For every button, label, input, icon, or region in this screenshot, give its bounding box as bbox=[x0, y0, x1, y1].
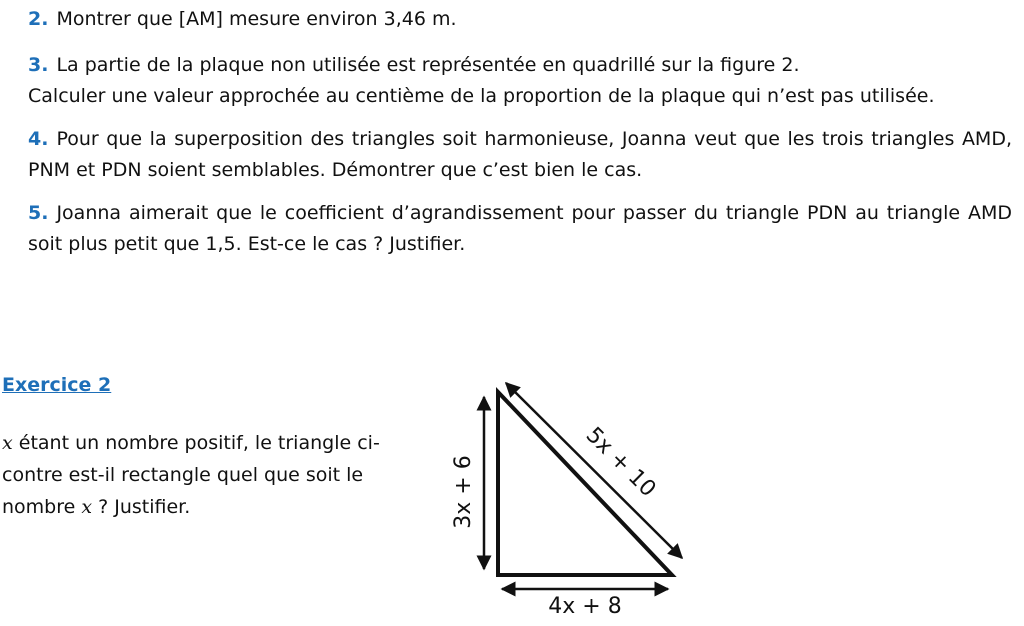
exercise-statement: x étant un nombre positif, le triangle ci-contre est-il rectangle quel que soit le nombre x ? Justifier. bbox=[2, 432, 380, 518]
question-text: La partie de la plaque non utilisée est représentée en quadrillé sur la figure 2. bbox=[56, 54, 800, 76]
question-text: Pour que la superposition des triangles soit harmonieuse, Joanna veut que les trois triangles AMD, PNM et PDN soient semblables. Démontrer que c’est bien le cas. bbox=[28, 128, 1012, 181]
question-3 bbox=[28, 50, 1012, 112]
question-text-line2: Calculer une valeur approchée au centième de la proportion de la plaque qui n’est pas utilisée. bbox=[28, 85, 935, 107]
left-side-label: 3x + 6 bbox=[451, 455, 476, 529]
question-text: Montrer que [AM] mesure environ 3,46 m. bbox=[56, 8, 457, 30]
question-number: 3. bbox=[28, 54, 49, 76]
hypotenuse-dimension-arrow bbox=[506, 383, 682, 558]
question-4 bbox=[28, 124, 1012, 186]
question-number: 5. bbox=[28, 202, 49, 224]
bottom-side-label: 4x + 8 bbox=[548, 594, 622, 619]
exercise-title: Exercice 2 bbox=[2, 374, 112, 396]
variable: x bbox=[81, 496, 93, 518]
question-text: Joanna aimerait que le coefficient d’agrandissement pour passer du triangle PDN au triangle AMD soit plus petit que 1,5. Est-ce le cas ? Justifier. bbox=[28, 202, 1012, 255]
question-number: 4. bbox=[28, 128, 49, 150]
question-number: 2. bbox=[28, 8, 49, 30]
triangle-figure bbox=[440, 375, 700, 620]
question-5 bbox=[28, 198, 1012, 260]
variable: x bbox=[2, 432, 13, 454]
question-2 bbox=[28, 4, 1012, 35]
hypotenuse-label: 5x + 10 bbox=[580, 422, 661, 503]
